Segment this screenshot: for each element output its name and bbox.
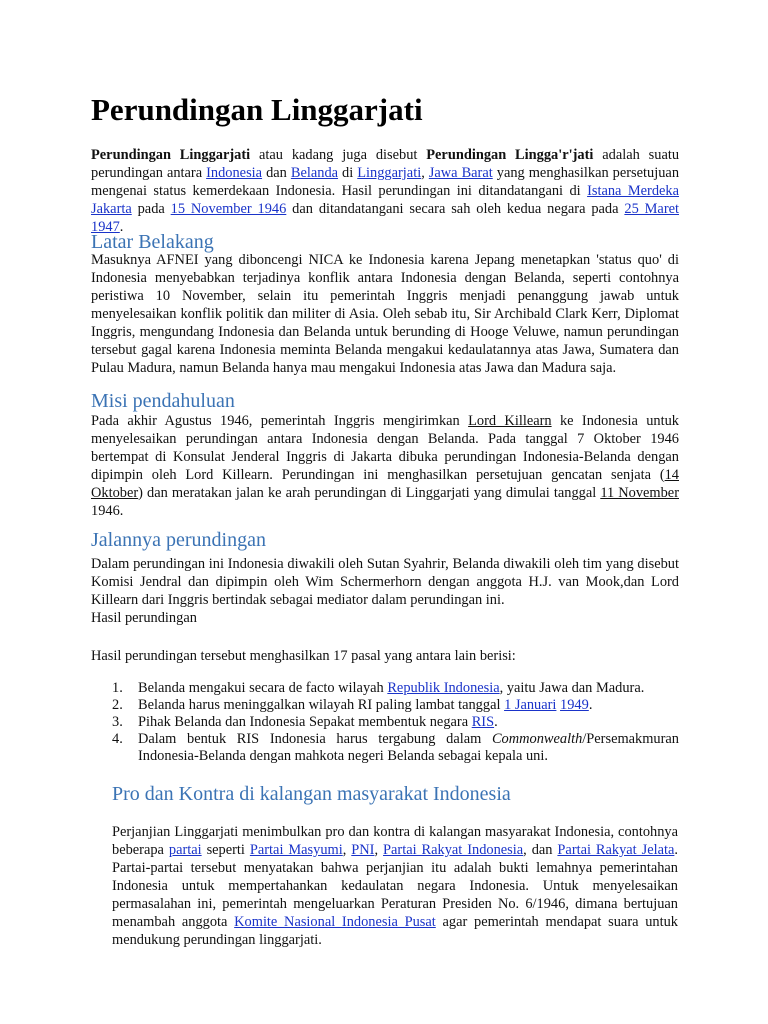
link-partai-rakyat-indonesia[interactable]: Partai Rakyat Indonesia	[383, 842, 524, 858]
heading-jalannya-perundingan: Jalannya perundingan	[91, 529, 266, 551]
list-item: 4. Dalam bentuk RIS Indonesia harus tergabung dalam Commonwealth/Persemakmuran Indonesia-Belanda dengan mahkota negeri Belanda sebagai kepala uni.	[112, 731, 679, 764]
commonwealth-term: Commonwealth	[491, 731, 583, 747]
misi-paragraph: Pada akhir Agustus 1946, pemerintah Inggris mengirimkan Lord Killearn ke Indonesia untuk menyelesaikan perundingan antara Indonesia dengan Belanda. Pada tanggal 7 Oktober 1946 bertempat di Konsulat Jenderal Inggris di Jakarta dibuka perundingan Indonesia-Belanda dengan dipimpin oleh Lord Killearn. Perundingan ini menghasilkan persetujuan gencatan senjata (14 Oktober) dan meratakan jalan ke arah perundingan di Linggarjati yang dimulai tanggal 11 November 1946.	[91, 413, 679, 519]
intro-paragraph: Perundingan Linggarjati atau kadang juga disebut Perundingan Lingga'r'jati adalah suatu perundingan antara Indonesia dan Belanda di Linggarjati, Jawa Barat yang menghasilkan persetujuan mengenai status kemerdekaan Indonesia. Hasil perundingan ini ditandatangani di Istana Merdeka Jakarta pada 15 November 1946 dan ditandatangani secara sah oleh kedua negara pada 25 Maret 1947.	[91, 147, 680, 235]
heading-latar-belakang: Latar Belakang	[91, 231, 214, 253]
link-1-januari[interactable]: 1 Januari	[504, 697, 557, 713]
link-indonesia[interactable]: Indonesia	[206, 165, 263, 181]
heading-pro-kontra: Pro dan Kontra di kalangan masyarakat Indonesia	[112, 783, 511, 805]
list-item: 2. Belanda harus meninggalkan wilayah RI paling lambat tanggal 1 Januari 1949.	[112, 697, 593, 713]
pro-kontra-section	[112, 823, 678, 949]
link-partai-masyumi[interactable]: Partai Masyumi	[249, 842, 343, 858]
hasil-list-section	[91, 680, 679, 765]
link-istana-merdeka[interactable]: Istana Merdeka	[587, 183, 679, 199]
link-komite-nasional-indonesia-pusat[interactable]: Komite Nasional Indonesia Pusat	[234, 914, 436, 930]
link-11-november[interactable]: 11 November	[600, 485, 679, 501]
jalannya-section	[91, 555, 679, 627]
intro-bold-term: Perundingan Linggarjati	[91, 147, 251, 163]
link-1949[interactable]: 1949	[560, 697, 589, 713]
misi-section	[91, 412, 679, 520]
jalannya-paragraph: Dalam perundingan ini Indonesia diwakili oleh Sutan Syahrir, Belanda diwakili oleh tim yang disebut Komisi Jendral dan dipimpin oleh Wim Schermerhorn dengan anggota H.J. van Mook,dan Lord Killearn dari Inggris bertindak sebagai mediator dalam perundingan ini.	[91, 556, 679, 608]
hasil-intro: Hasil perundingan tersebut menghasilkan 17 pasal yang antara lain berisi:	[91, 648, 516, 664]
hasil-intro-section	[91, 647, 679, 665]
list-item: 3. Pihak Belanda dan Indonesia Sepakat membentuk negara RIS.	[112, 714, 498, 730]
intro-bold-alt-term: Perundingan Lingga'r'jati	[426, 147, 594, 163]
link-25-maret[interactable]: 25 Maret	[624, 201, 679, 217]
hasil-label: Hasil perundingan	[91, 610, 197, 626]
link-lord-killearn[interactable]: Lord Killearn	[468, 413, 552, 429]
hasil-list	[91, 680, 679, 765]
pro-kontra-paragraph: Perjanjian Linggarjati menimbulkan pro dan kontra di kalangan masyarakat Indonesia, contohnya beberapa partai seperti Partai Masyumi, PNI, Partai Rakyat Indonesia, dan Partai Rakyat Jelata. Partai-partai tersebut menyatakan bahwa perjanjian itu adalah bukti lemahnya pemerintahan Indonesia untuk mempertahankan kedaulatan negara Indonesia. Untuk menyelesaikan permasalahan ini, pemerintah mengeluarkan Peraturan Presiden No. 6/1946, dimana bertujuan menambah anggota Komite Nasional Indonesia Pusat agar pemerintah mendapat suara untuk mendukung perundingan linggarjati.	[112, 824, 679, 948]
link-jakarta[interactable]: Jakarta	[91, 201, 132, 217]
link-republik-indonesia[interactable]: Republik Indonesia	[387, 680, 500, 696]
list-item: 1. Belanda mengakui secara de facto wilayah Republik Indonesia, yaitu Jawa dan Madura.	[112, 680, 645, 696]
link-pni[interactable]: PNI	[351, 842, 375, 858]
link-1947[interactable]: 1947	[91, 219, 120, 235]
heading-misi-pendahuluan: Misi pendahuluan	[91, 390, 235, 412]
link-ris[interactable]: RIS	[471, 714, 495, 730]
link-belanda[interactable]: Belanda	[290, 165, 339, 181]
latar-belakang-section	[91, 251, 679, 377]
link-15-november-1946[interactable]: 15 November 1946	[170, 201, 287, 217]
latar-belakang-paragraph: Masuknya AFNEI yang diboncengi NICA ke Indonesia karena Jepang menetapkan 'status quo' di Indonesia menyebabkan terjadinya konflik antara Indonesia dengan Belanda, seperti contohnya peristiwa 10 November, selain itu pemerintah Inggris menjadi penanggung jawab untuk menyelesaikan konflik politik dan militer di Asia. Oleh sebab itu, Sir Archibald Clark Kerr, Diplomat Inggris, mengundang Indonesia dan Belanda untuk berunding di Hooge Veluwe, namun perundingan tersebut gagal karena Indonesia meminta Belanda mengakui kedaulatannya atas Jawa, Sumatera dan Pulau Madura, namun Belanda hanya mau mengakui Indonesia atas Jawa dan Madura saja.	[91, 252, 679, 376]
link-partai[interactable]: partai	[168, 842, 202, 858]
link-jawa-barat[interactable]: Jawa Barat	[428, 165, 493, 181]
page-title: Perundingan Linggarjati	[91, 92, 423, 127]
intro-section	[91, 146, 679, 236]
link-linggarjati[interactable]: Linggarjati	[357, 165, 422, 181]
link-14-oktober[interactable]: 14 Oktober	[91, 467, 679, 501]
link-partai-rakyat-jelata[interactable]: Partai Rakyat Jelata	[557, 842, 675, 858]
